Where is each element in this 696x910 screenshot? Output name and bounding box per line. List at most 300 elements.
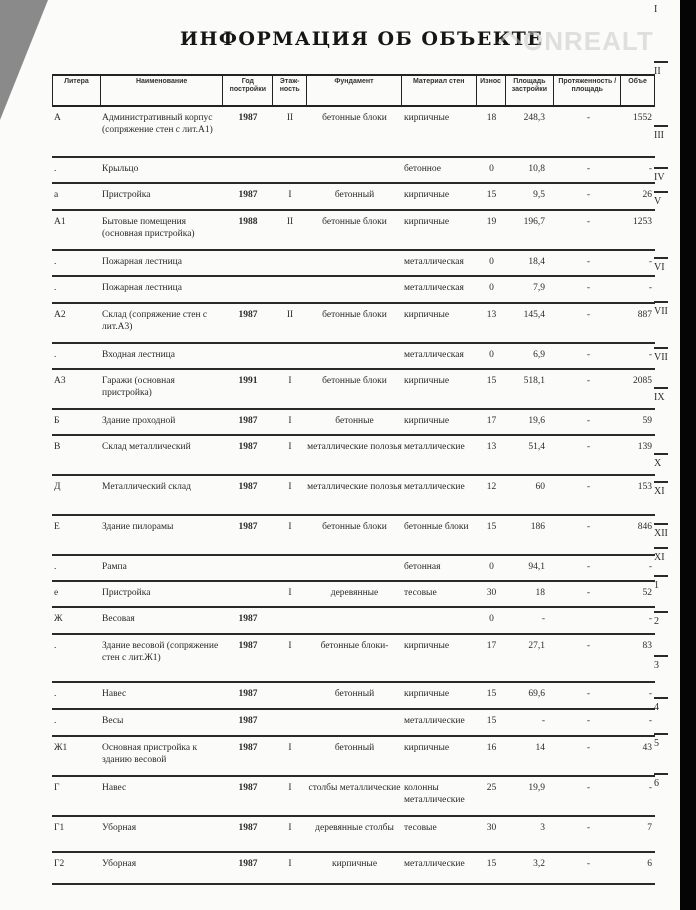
cell-walls: тесовые — [404, 823, 437, 833]
cell-area: 10,8 — [528, 164, 545, 174]
cell-wear: 18 — [486, 113, 497, 123]
cell-area: 518,1 — [523, 376, 545, 386]
margin-mark: VII — [654, 352, 668, 363]
cell-walls: кирпичные — [404, 743, 450, 753]
cell-floors: I — [288, 376, 292, 386]
cell-literal: . — [54, 350, 57, 360]
cell-length: - — [586, 113, 591, 123]
cell-area: 18,4 — [528, 257, 545, 267]
table-header — [52, 74, 655, 107]
page-title: ИНФОРМАЦИЯ ОБ ОБЪЕКТЕ — [180, 28, 544, 50]
cell-area: - — [541, 614, 545, 624]
cell-literal: . — [54, 716, 57, 726]
cell-length: - — [586, 164, 591, 174]
cell-name: Пристройка — [102, 588, 151, 598]
cell-wear: 0 — [489, 257, 494, 267]
cell-wear: 15 — [486, 190, 497, 200]
margin-dash — [654, 61, 668, 63]
cell-wear: 19 — [486, 217, 497, 227]
table-row — [52, 344, 655, 370]
cell-length: - — [586, 376, 591, 386]
cell-area: 69,6 — [528, 689, 545, 699]
margin-mark: IX — [654, 392, 665, 403]
cell-literal: А2 — [54, 310, 66, 320]
cell-foundation: бетонный — [334, 689, 375, 699]
cell-area: 145,4 — [523, 310, 545, 320]
cell-year: 1987 — [238, 190, 258, 200]
cell-wear: 15 — [486, 689, 497, 699]
margin-mark: 3 — [654, 660, 659, 671]
cell-length: - — [586, 283, 591, 293]
column-header: Износ — [477, 76, 506, 105]
cell-foundation: деревянные — [330, 588, 379, 598]
cell-area: 3,2 — [533, 859, 545, 869]
table-row — [52, 777, 655, 817]
cell-literal: . — [54, 641, 57, 651]
cell-volume: 26 — [642, 190, 652, 200]
cell-foundation: бетонные — [335, 416, 374, 426]
cell-wear: 15 — [486, 522, 497, 532]
cell-walls: кирпичные — [404, 217, 450, 227]
cell-volume: 7 — [647, 823, 652, 833]
margin-dash — [654, 167, 668, 169]
cell-area: 3 — [540, 823, 545, 833]
table-row — [52, 582, 655, 608]
cell-walls: кирпичные — [404, 190, 450, 200]
cell-walls: бетонное — [404, 164, 441, 174]
cell-foundation: бетонный — [334, 190, 375, 200]
cell-name: Здание весовой (сопряжение стен с лит.Ж1) — [102, 641, 219, 663]
cell-year: 1987 — [238, 113, 258, 123]
cell-foundation: кирпичные — [331, 859, 378, 869]
cell-name: Уборная — [102, 859, 137, 869]
cell-wear: 0 — [489, 283, 494, 293]
table-row — [52, 556, 655, 582]
column-header: Протяженность / площадь — [554, 76, 621, 105]
cell-year: 1987 — [238, 641, 258, 651]
margin-mark: 4 — [654, 702, 659, 713]
cell-floors — [273, 556, 307, 580]
cell-literal: . — [54, 689, 57, 699]
cell-length: - — [586, 522, 591, 532]
table-body — [52, 107, 655, 885]
cell-volume: - — [648, 562, 652, 572]
cell-wear: 25 — [486, 783, 497, 793]
cell-floors — [273, 344, 307, 368]
cell-literal: е — [54, 588, 59, 598]
cell-area: - — [541, 716, 545, 726]
cell-foundation: бетонные блоки — [322, 310, 387, 320]
table-row — [52, 476, 655, 516]
table-row — [52, 107, 655, 158]
margin-dash — [654, 481, 668, 483]
cell-floors: I — [288, 482, 292, 492]
cell-name: Входная лестница — [102, 350, 175, 360]
cell-foundation — [307, 251, 402, 275]
cell-foundation: бетонные блоки — [322, 522, 387, 532]
cell-walls: металлическая — [404, 257, 464, 267]
cell-name: Пожарная лестница — [102, 257, 182, 267]
watermark — [500, 26, 654, 57]
table-row — [52, 370, 655, 410]
cell-name: Навес — [102, 689, 127, 699]
cell-length: - — [586, 562, 591, 572]
margin-dash — [654, 523, 668, 525]
margin-mark: VII — [654, 306, 668, 317]
cell-volume: 153 — [637, 482, 652, 492]
table-row — [52, 184, 655, 211]
margin-dash — [654, 257, 668, 259]
cell-year: 1987 — [238, 442, 258, 452]
cell-name: Весы — [102, 716, 124, 726]
cell-volume: - — [648, 164, 652, 174]
cell-length: - — [586, 217, 591, 227]
table-row — [52, 304, 655, 344]
cell-year: 1987 — [238, 310, 258, 320]
column-header: Этаж-ность — [273, 76, 307, 105]
cell-floors — [273, 277, 307, 302]
cell-literal: . — [54, 164, 57, 174]
cell-name: Административный корпус (сопряжение стен с лит.А1) — [102, 113, 213, 135]
column-header: Литера — [53, 76, 101, 105]
cell-length: - — [586, 190, 591, 200]
cell-floors: I — [288, 783, 292, 793]
cell-name: Здание проходной — [102, 416, 176, 426]
cell-floors — [273, 683, 307, 708]
cell-volume: 1552 — [633, 113, 652, 123]
cell-name: Бытовые помещения (основная пристройка) — [102, 217, 195, 239]
table-row — [52, 635, 655, 683]
margin-dash — [654, 655, 668, 657]
cell-area: 196,7 — [523, 217, 545, 227]
cell-foundation — [307, 158, 402, 182]
cell-wear: 0 — [489, 164, 494, 174]
cell-literal: Е — [54, 522, 60, 532]
cell-floors: II — [286, 217, 294, 227]
cell-floors — [273, 710, 307, 735]
cell-walls: кирпичные — [404, 689, 450, 699]
cell-literal: Ж — [54, 614, 63, 624]
table-row — [52, 277, 655, 304]
cell-length: - — [586, 442, 591, 452]
cell-year: 1987 — [238, 416, 258, 426]
cell-year — [223, 582, 273, 606]
cell-wear: 13 — [486, 442, 497, 452]
cell-volume: - — [648, 614, 652, 624]
cell-walls: металлические — [404, 859, 465, 869]
cell-wear: 0 — [489, 350, 494, 360]
cell-literal: . — [54, 562, 57, 572]
cell-volume: 887 — [637, 310, 652, 320]
cell-name: Здание пилорамы — [102, 522, 174, 532]
cell-wear: 0 — [489, 562, 494, 572]
cell-floors: I — [288, 442, 292, 452]
cell-walls: металлическая — [404, 283, 464, 293]
cell-wear: 17 — [486, 416, 497, 426]
cell-area: 19,6 — [528, 416, 545, 426]
table-row — [52, 817, 655, 853]
table-row — [52, 211, 655, 251]
cell-volume: 52 — [642, 588, 652, 598]
margin-mark: XII — [654, 528, 668, 539]
cell-wear: 17 — [486, 641, 497, 651]
cell-floors: I — [288, 190, 292, 200]
cell-walls: металлические — [404, 482, 465, 492]
cell-literal: Б — [54, 416, 60, 426]
cell-area: 27,1 — [528, 641, 545, 651]
cell-wear: 0 — [489, 614, 494, 624]
cell-length: - — [586, 823, 591, 833]
cell-area: 186 — [530, 522, 545, 532]
cell-name: Пристройка — [102, 190, 151, 200]
margin-dash — [654, 697, 668, 699]
cell-year: 1987 — [238, 743, 258, 753]
cell-length: - — [586, 257, 591, 267]
column-header: Площадь застройки — [506, 76, 555, 105]
cell-floors: I — [288, 416, 292, 426]
cell-walls: колонны металлические — [404, 783, 465, 805]
cell-literal: А — [54, 113, 61, 123]
cell-wear: 30 — [486, 823, 497, 833]
cell-foundation: деревянные столбы — [315, 823, 394, 833]
cell-floors: I — [288, 859, 292, 869]
table-row — [52, 737, 655, 777]
cell-area: 9,5 — [533, 190, 545, 200]
cell-literal: Ж1 — [54, 743, 68, 753]
cell-foundation: металлические полозья — [307, 442, 402, 452]
cell-area: 6,9 — [533, 350, 545, 360]
cell-name: Металлический склад — [102, 482, 191, 492]
cell-volume: 6 — [647, 859, 652, 869]
cell-literal: Г1 — [54, 823, 65, 833]
cell-foundation — [307, 344, 402, 368]
scan-edge — [680, 0, 696, 910]
cell-floors: I — [288, 823, 292, 833]
cell-floors: II — [286, 113, 294, 123]
margin-mark: VI — [654, 262, 665, 273]
table-row — [52, 853, 655, 885]
cell-length: - — [586, 641, 591, 651]
cell-year: 1991 — [238, 376, 258, 386]
cell-volume: 59 — [642, 416, 652, 426]
cell-floors — [273, 608, 307, 633]
cell-name: Склад металлический — [102, 442, 191, 452]
cell-floors — [273, 158, 307, 182]
table-row — [52, 516, 655, 556]
cell-floors — [273, 251, 307, 275]
cell-volume: 1253 — [633, 217, 652, 227]
margin-mark: I — [654, 4, 658, 15]
cell-area: 7,9 — [533, 283, 545, 293]
cell-area: 60 — [535, 482, 545, 492]
cell-literal: А1 — [54, 217, 66, 227]
cell-floors: I — [288, 743, 292, 753]
cell-walls: металлическая — [404, 350, 464, 360]
table-row — [52, 251, 655, 277]
margin-dash — [654, 773, 668, 775]
cell-area: 14 — [535, 743, 545, 753]
cell-volume: - — [648, 783, 652, 793]
cell-year: 1988 — [238, 217, 258, 227]
cell-literal: Г2 — [54, 859, 65, 869]
cell-walls: бетонные блоки — [404, 522, 469, 532]
cell-foundation: бетонные блоки — [322, 113, 387, 123]
cell-length: - — [586, 783, 591, 793]
cell-wear: 30 — [486, 588, 497, 598]
cell-foundation: бетонные блоки- — [320, 641, 389, 651]
column-header: Фундамент — [307, 76, 402, 105]
cell-literal: . — [54, 283, 57, 293]
cell-length: - — [586, 482, 591, 492]
cell-length: - — [586, 416, 591, 426]
cell-volume: 43 — [642, 743, 652, 753]
cell-wear: 16 — [486, 743, 497, 753]
margin-mark: III — [654, 130, 664, 141]
margin-dash — [654, 575, 668, 577]
cell-length — [555, 608, 622, 633]
cell-foundation: бетонные блоки — [322, 217, 387, 227]
cell-year: 1987 — [238, 689, 258, 699]
table-row — [52, 410, 655, 436]
table-row — [52, 436, 655, 476]
cell-volume: - — [648, 257, 652, 267]
cell-length: - — [586, 859, 591, 869]
cell-wear: 15 — [486, 376, 497, 386]
cell-name: Весовая — [102, 614, 135, 624]
cell-length: - — [586, 588, 591, 598]
margin-mark: 2 — [654, 616, 659, 627]
cell-volume: - — [648, 350, 652, 360]
cell-area: 19,9 — [528, 783, 545, 793]
cell-foundation: бетонные блоки — [322, 376, 387, 386]
cell-name: Гаражи (основная пристройка) — [102, 376, 175, 398]
cell-length: - — [586, 743, 591, 753]
cell-literal: А3 — [54, 376, 66, 386]
margin-mark: 1 — [654, 580, 659, 591]
cell-volume: 83 — [642, 641, 652, 651]
margin-dash — [654, 733, 668, 735]
cell-length: - — [586, 350, 591, 360]
cell-volume: - — [648, 689, 652, 699]
margin-mark: II — [654, 66, 661, 77]
cell-name: Рампа — [102, 562, 127, 572]
cell-area: 18 — [535, 588, 545, 598]
cell-length: - — [586, 689, 591, 699]
cell-walls: кирпичные — [404, 641, 450, 651]
cell-name: Навес — [102, 783, 127, 793]
column-header: Материал стен — [402, 76, 477, 105]
cell-name: Склад (сопряжение стен с лит.А3) — [102, 310, 208, 332]
cell-walls — [402, 608, 477, 633]
margin-mark: X — [654, 458, 662, 469]
cell-volume: 846 — [637, 522, 652, 532]
cell-volume: - — [648, 283, 652, 293]
table-row — [52, 683, 655, 710]
cell-literal: Г — [54, 783, 60, 793]
cell-walls: металлические — [404, 716, 465, 726]
cell-year — [223, 158, 273, 182]
cell-wear: 12 — [486, 482, 497, 492]
margin-dash — [654, 387, 668, 389]
table-row — [52, 608, 655, 635]
margin-dash — [654, 547, 668, 549]
margin-mark: XI — [654, 486, 665, 497]
cell-name: Крыльцо — [102, 164, 139, 174]
cell-year: 1987 — [238, 823, 258, 833]
cell-floors: II — [286, 310, 294, 320]
column-header: Год постройки — [223, 76, 273, 105]
cell-name: Уборная — [102, 823, 137, 833]
table-row — [52, 158, 655, 184]
margin-mark: 6 — [654, 778, 659, 789]
margin-mark: XI — [654, 552, 665, 563]
cell-area: 94,1 — [528, 562, 545, 572]
cell-foundation: столбы металлические — [308, 783, 401, 793]
cell-length: - — [586, 310, 591, 320]
house-icon — [500, 32, 520, 52]
column-header: Объе — [628, 78, 647, 85]
cell-walls: кирпичные — [404, 113, 450, 123]
margin-dash — [654, 191, 668, 193]
cell-walls: кирпичные — [404, 376, 450, 386]
cell-year — [223, 277, 273, 302]
cell-year: 1987 — [238, 614, 258, 624]
margin-dash — [654, 453, 668, 455]
margin-dash — [654, 347, 668, 349]
cell-literal: а — [54, 190, 59, 200]
scan-shadow-corner — [0, 0, 48, 120]
cell-foundation — [307, 556, 402, 580]
page-margin-marks — [650, 0, 680, 910]
cell-year: 1987 — [238, 716, 258, 726]
cell-year: 1987 — [238, 522, 258, 532]
margin-dash — [654, 125, 668, 127]
cell-walls: бетонная — [404, 562, 441, 572]
cell-name: Основная пристройка к зданию весовой — [102, 743, 198, 765]
cell-floors: I — [288, 641, 292, 651]
margin-mark: IV — [654, 172, 665, 183]
cell-walls: тесовые — [404, 588, 437, 598]
cell-wear: 15 — [486, 716, 497, 726]
cell-year: 1987 — [238, 482, 258, 492]
margin-dash — [654, 301, 668, 303]
cell-name: Пожарная лестница — [102, 283, 182, 293]
cell-literal: В — [54, 442, 61, 452]
cell-walls: кирпичные — [404, 416, 450, 426]
cell-year: 1987 — [238, 859, 258, 869]
margin-mark: V — [654, 196, 662, 207]
cell-length: - — [586, 716, 591, 726]
cell-walls: металлические — [404, 442, 465, 452]
cell-year — [223, 251, 273, 275]
cell-floors: I — [288, 522, 292, 532]
cell-foundation — [307, 710, 402, 735]
cell-literal: Д — [54, 482, 61, 492]
cell-year — [223, 344, 273, 368]
cell-year: 1987 — [238, 783, 258, 793]
cell-wear: 13 — [486, 310, 497, 320]
cell-floors: I — [288, 588, 292, 598]
margin-mark: 5 — [654, 738, 659, 749]
cell-volume: - — [648, 716, 652, 726]
cell-volume: 139 — [637, 442, 652, 452]
cell-wear: 15 — [486, 859, 497, 869]
cell-walls: кирпичные — [404, 310, 450, 320]
margin-dash — [654, 611, 668, 613]
column-header: Наименование — [101, 76, 224, 105]
cell-area: 51,4 — [528, 442, 545, 452]
cell-area: 248,3 — [523, 113, 545, 123]
